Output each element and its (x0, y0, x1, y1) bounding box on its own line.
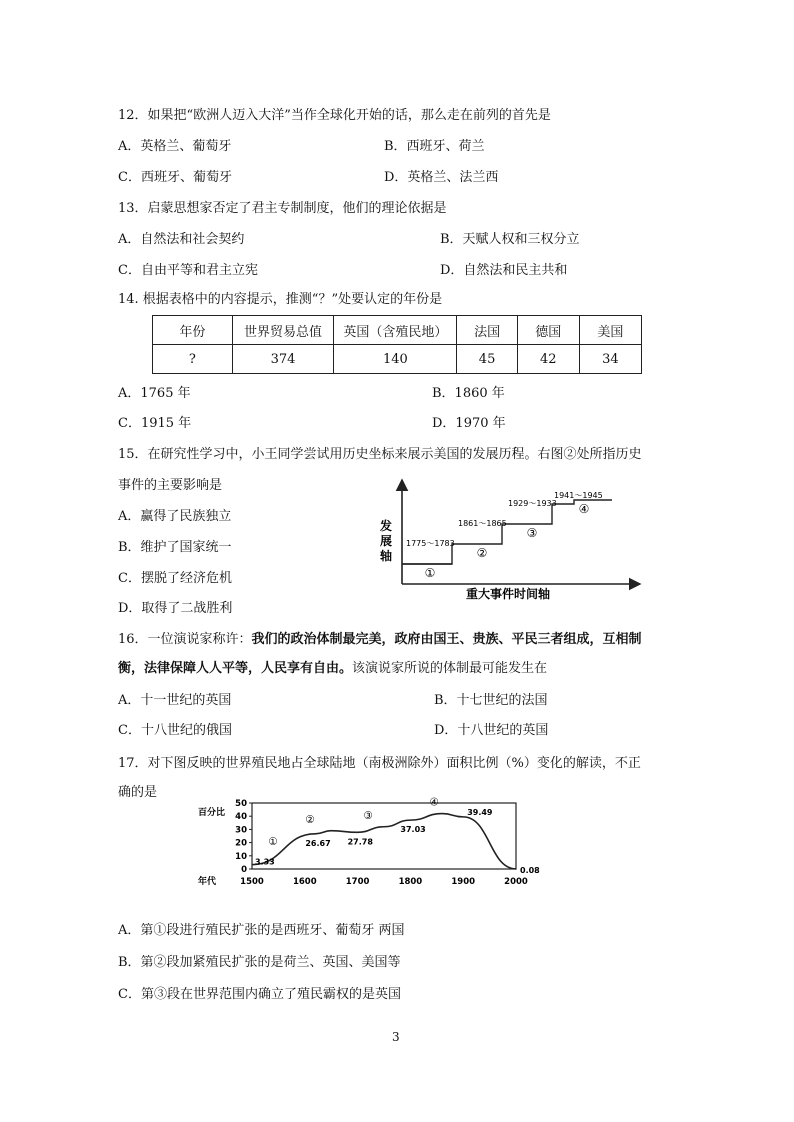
q15-option-d: D．取得了二战胜利 (118, 601, 233, 616)
table-header-cell: 年份 (153, 316, 233, 345)
data-label: 26.67 (305, 838, 331, 848)
step-period: 1929～1933 (508, 499, 557, 508)
q15-option-a: A．赢得了民族独立 (118, 509, 232, 524)
q12-option-d: D．英格兰、法兰西 (384, 170, 499, 185)
step-marker-2: ② (476, 546, 488, 560)
data-label: 0.08 (520, 865, 540, 875)
q13-stem: 13．启蒙思想家否定了君主专制制度，他们的理论依据是 (118, 201, 447, 216)
q15-stem-line1: 15．在研究性学习中，小王同学尝试用历史坐标来展示美国的发展历程。右图②处所指历史 (118, 447, 642, 462)
segment-marker: ④ (429, 796, 439, 809)
q15-stem-line2: 事件的主要影响是 (118, 478, 223, 493)
q16-quote-part1: 我们的政治体制最完美，政府由国王、贵族、平民三者组成，互相制 (251, 632, 642, 647)
y-tick-label: 10 (235, 851, 247, 862)
data-label: 27.78 (347, 837, 373, 847)
table-cell: ? (153, 345, 233, 374)
table-cell: 34 (579, 345, 641, 374)
chart-xlabel: 年代 (198, 877, 217, 887)
q17-option-a: A．第①段进行殖民扩张的是西班牙、葡萄牙 两国 (118, 923, 405, 938)
segment-marker: ① (268, 836, 278, 849)
segment-marker: ③ (363, 809, 373, 822)
y-tick-label: 40 (235, 812, 247, 823)
q17-stem-line2: 确的是 (118, 785, 158, 800)
table-header-cell: 美国 (579, 316, 641, 345)
data-label: 37.03 (400, 825, 426, 835)
page-number: 3 (392, 1030, 400, 1044)
series-line (252, 814, 516, 869)
q17-option-b: B．第②段加紧殖民扩张的是荷兰、英国、美国等 (118, 955, 401, 970)
table-header-cell: 德国 (517, 316, 579, 345)
q14-option-c: C．1915 年 (118, 416, 192, 431)
q14-option-d: D．1970 年 (432, 416, 506, 431)
step-period: 1941～1945 (554, 491, 603, 500)
q17-option-c: C．第③段在世界范围内确立了殖民霸权的是英国 (118, 987, 401, 1002)
q14-option-a: A．1765 年 (118, 386, 191, 401)
q14-stem: 14. 根据表格中的内容提示，推测“？”处要认定的年份是 (118, 292, 443, 307)
q12-option-c: C．西班牙、葡萄牙 (118, 170, 232, 185)
x-tick-label: 2000 (504, 877, 528, 887)
table-cell: 45 (457, 345, 517, 374)
q15-step-diagram (376, 476, 646, 602)
x-tick-label: 1900 (451, 877, 476, 887)
q16-option-d: D．十八世纪的英国 (434, 723, 549, 738)
y-tick-label: 0 (241, 865, 247, 875)
q12-stem: 12．如果把“欧洲人迈入大洋”当作全球化开始的话，那么走在前列的首先是 (118, 108, 551, 123)
q17-stem-line1: 17．对下图反映的世界殖民地占全球陆地（南极洲除外）面积比例（%）变化的解读，不正 (118, 756, 641, 771)
step-marker-4: ④ (578, 502, 590, 516)
q16-quote-part2: 衡，法律保障人人平等，人民享有自由。 (118, 661, 353, 676)
y-axis-label-char-1: 发 (380, 519, 393, 533)
table-cell: 140 (334, 345, 457, 374)
y-axis-label (379, 518, 396, 563)
q16-option-b: B．十七世纪的法国 (434, 693, 548, 708)
q13-option-a: A．自然法和社会契约 (118, 232, 245, 247)
q15-option-b: B．维护了国家统一 (118, 540, 232, 555)
data-label: 39.49 (467, 807, 493, 817)
x-tick-label: 1800 (398, 877, 423, 887)
data-label: 3.33 (255, 857, 275, 867)
y-tick-label: 30 (235, 825, 247, 836)
q12-option-a: A．英格兰、葡萄牙 (118, 139, 232, 154)
q16-option-c: C．十八世纪的俄国 (118, 723, 232, 738)
y-axis-label-char-3: 轴 (380, 549, 393, 563)
q15-option-c: C．摆脱了经济危机 (118, 571, 232, 586)
q13-option-c: C．自由平等和君主立宪 (118, 263, 258, 278)
q13-option-d: D．自然法和民主共和 (440, 263, 568, 278)
step-marker-3: ③ (526, 526, 538, 540)
table-cell: 42 (517, 345, 579, 374)
q16-line1 (118, 631, 642, 649)
chart-ylabel: 百分比 (198, 808, 226, 818)
y-tick-label: 20 (235, 838, 247, 849)
y-tick-label: 50 (235, 799, 247, 809)
q14-option-b: B．1860 年 (432, 386, 505, 401)
step-marker-1: ① (424, 566, 436, 580)
x-tick-label: 1500 (240, 877, 264, 887)
table-header-cell: 世界贸易总值 (232, 316, 334, 345)
q12-option-b: B．西班牙、荷兰 (384, 139, 485, 154)
step-period: 1775～1783 (406, 539, 455, 548)
q16-line2 (118, 660, 547, 678)
table-header-cell: 法国 (457, 316, 517, 345)
q16-suffix: 该演说家所说的体制最可能发生在 (352, 661, 548, 676)
segment-marker: ② (305, 813, 315, 826)
table-row (153, 345, 642, 374)
x-axis-label: 重大事件时间轴 (466, 587, 551, 601)
table-header-row (153, 316, 642, 345)
q16-prefix: 16．一位演说家称许： (118, 632, 252, 647)
q16-option-a: A．十一世纪的英国 (118, 693, 232, 708)
q13-option-b: B．天赋人权和三权分立 (440, 232, 580, 247)
x-tick-label: 1700 (345, 877, 370, 887)
x-tick-label: 1600 (292, 877, 317, 887)
q17-line-chart (196, 796, 556, 888)
table-header-cell: 英国（含殖民地） (334, 316, 457, 345)
y-axis-label-char-2: 展 (380, 534, 393, 548)
q14-table (152, 315, 642, 374)
table-cell: 374 (232, 345, 334, 374)
step-period: 1861～1865 (458, 519, 507, 528)
